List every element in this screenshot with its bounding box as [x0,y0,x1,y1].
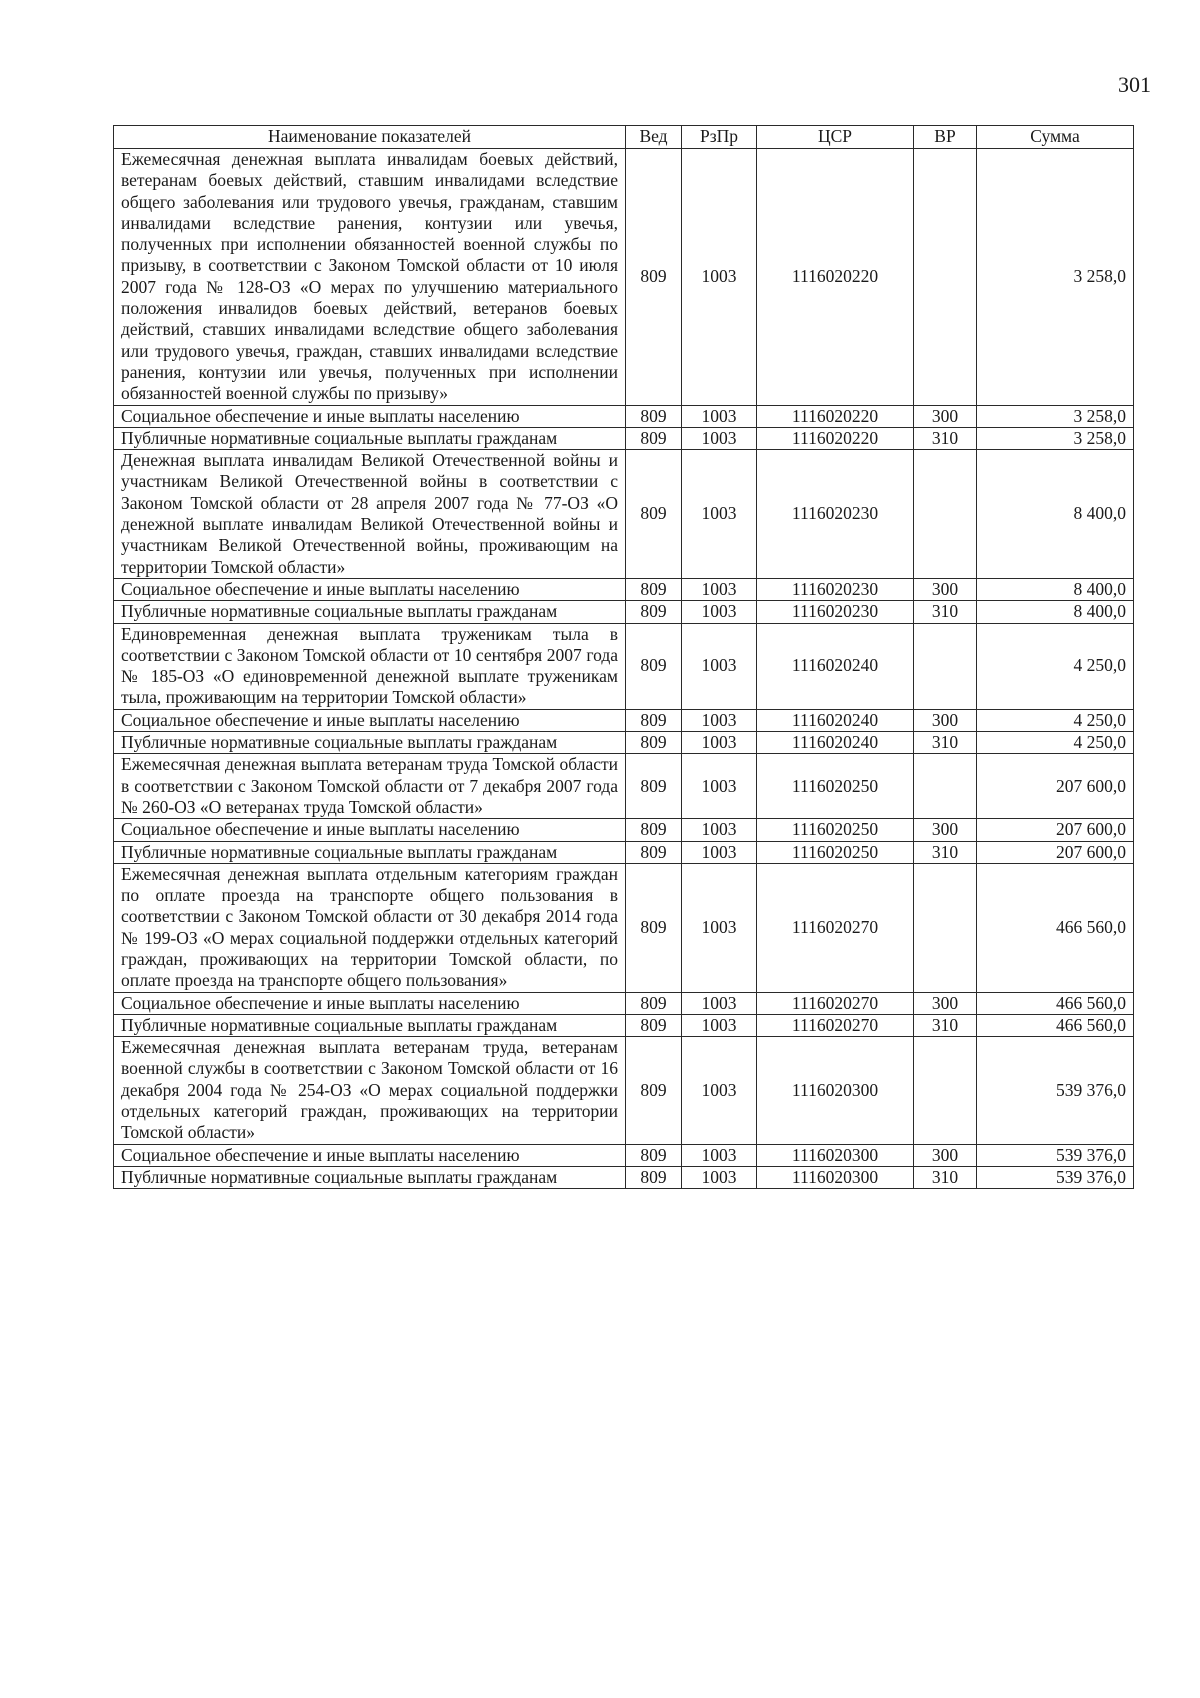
cell-sum: 8 400,0 [977,450,1134,579]
table-body [114,149,1134,1189]
cell-csr: 1116020220 [757,427,914,449]
table-header-row [114,126,1134,149]
cell-name: Ежемесячная денежная выплата отдельным категориям граждан по оплате проезда на транспорте общего пользования в соответствии с Законом Томской области от 30 декабря 2014 года № 199-ОЗ «О мерах социальной поддержки отдельных категорий граждан, проживающих на территории Томской области, по оплате проезда на транспорте общего пользования» [114,863,626,992]
cell-rzpr: 1003 [682,1037,757,1144]
cell-name: Публичные нормативные социальные выплаты гражданам [114,601,626,623]
table-row [114,623,1134,709]
cell-ved: 809 [626,1014,682,1036]
cell-csr: 1116020230 [757,578,914,600]
cell-vr [914,149,977,406]
cell-ved: 809 [626,149,682,406]
cell-sum: 4 250,0 [977,623,1134,709]
cell-rzpr: 1003 [682,992,757,1014]
header-vr: ВР [914,126,977,149]
cell-name: Публичные нормативные социальные выплаты гражданам [114,732,626,754]
cell-vr [914,1037,977,1144]
cell-ved: 809 [626,427,682,449]
cell-name: Публичные нормативные социальные выплаты гражданам [114,427,626,449]
cell-sum: 3 258,0 [977,405,1134,427]
cell-name: Ежемесячная денежная выплата ветеранам труда, ветеранам военной службы в соответствии с Законом Томской области от 16 декабря 2004 года № 254-ОЗ «О мерах социальной поддержки отдельных категорий граждан, проживающих на территории Томской области» [114,1037,626,1144]
cell-ved: 809 [626,1037,682,1144]
table-row [114,1014,1134,1036]
cell-csr: 1116020300 [757,1166,914,1188]
header-ved: Вед [626,126,682,149]
cell-name: Единовременная денежная выплата труженикам тыла в соответствии с Законом Томской области от 10 сентября 2007 года № 185-ОЗ «О единовременной денежной выплате труженикам тыла, проживающим на территории Томской области» [114,623,626,709]
cell-csr: 1116020300 [757,1037,914,1144]
cell-sum: 466 560,0 [977,863,1134,992]
cell-ved: 809 [626,841,682,863]
cell-rzpr: 1003 [682,601,757,623]
cell-vr: 310 [914,841,977,863]
cell-csr: 1116020230 [757,450,914,579]
cell-ved: 809 [626,732,682,754]
budget-table [113,125,1134,1189]
cell-sum: 466 560,0 [977,992,1134,1014]
table-row [114,863,1134,992]
cell-vr: 300 [914,405,977,427]
cell-rzpr: 1003 [682,427,757,449]
cell-ved: 809 [626,1166,682,1188]
table-row [114,450,1134,579]
cell-ved: 809 [626,992,682,1014]
cell-ved: 809 [626,1144,682,1166]
cell-sum: 4 250,0 [977,709,1134,731]
cell-sum: 207 600,0 [977,754,1134,819]
cell-vr [914,450,977,579]
cell-sum: 3 258,0 [977,149,1134,406]
cell-ved: 809 [626,709,682,731]
cell-name: Ежемесячная денежная выплата ветеранам труда Томской области в соответствии с Законом Томской области от 7 декабря 2007 года № 260-ОЗ «О ветеранах труда Томской области» [114,754,626,819]
cell-vr: 300 [914,992,977,1014]
cell-rzpr: 1003 [682,450,757,579]
table-row [114,1144,1134,1166]
cell-name: Публичные нормативные социальные выплаты гражданам [114,1166,626,1188]
cell-sum: 4 250,0 [977,732,1134,754]
table-row [114,819,1134,841]
cell-csr: 1116020250 [757,754,914,819]
cell-csr: 1116020270 [757,992,914,1014]
cell-vr: 310 [914,1014,977,1036]
cell-rzpr: 1003 [682,1014,757,1036]
table-row [114,427,1134,449]
table-row [114,709,1134,731]
cell-csr: 1116020220 [757,405,914,427]
cell-csr: 1116020300 [757,1144,914,1166]
cell-csr: 1116020250 [757,841,914,863]
cell-name: Публичные нормативные социальные выплаты гражданам [114,1014,626,1036]
cell-sum: 207 600,0 [977,841,1134,863]
cell-sum: 539 376,0 [977,1037,1134,1144]
cell-ved: 809 [626,601,682,623]
cell-sum: 8 400,0 [977,578,1134,600]
cell-name: Социальное обеспечение и иные выплаты населению [114,992,626,1014]
cell-sum: 539 376,0 [977,1144,1134,1166]
cell-vr: 310 [914,601,977,623]
cell-vr: 300 [914,1144,977,1166]
cell-csr: 1116020270 [757,1014,914,1036]
cell-vr: 300 [914,578,977,600]
table-row [114,578,1134,600]
table-row [114,405,1134,427]
header-sum: Сумма [977,126,1134,149]
table-row [114,754,1134,819]
cell-rzpr: 1003 [682,863,757,992]
table-row [114,1037,1134,1144]
table-row [114,601,1134,623]
cell-csr: 1116020230 [757,601,914,623]
cell-name: Социальное обеспечение и иные выплаты населению [114,578,626,600]
header-name: Наименование показателей [114,126,626,149]
cell-sum: 539 376,0 [977,1166,1134,1188]
cell-rzpr: 1003 [682,841,757,863]
cell-csr: 1116020240 [757,623,914,709]
cell-ved: 809 [626,819,682,841]
cell-rzpr: 1003 [682,754,757,819]
cell-ved: 809 [626,578,682,600]
cell-name: Социальное обеспечение и иные выплаты населению [114,1144,626,1166]
cell-rzpr: 1003 [682,819,757,841]
cell-name: Ежемесячная денежная выплата инвалидам боевых действий, ветеранам боевых действий, ставшим инвалидами вследствие общего заболевания или трудового увечья, гражданам, ставшим инвалидами вследствие ранения, контузии или увечья, полученных при исполнении обязанностей военной службы по призыву, в соответствии с Законом Томской области от 10 июля 2007 года № 128-ОЗ «О мерах по улучшению материального положения инвалидов боевых действий, ветеранов боевых действий, ставших инвалидами вследствие общего заболевания или трудового увечья, граждан, ставших инвалидами вследствие ранения, контузии или увечья, полученных при исполнении обязанностей военной службы по призыву» [114,149,626,406]
cell-vr [914,623,977,709]
cell-rzpr: 1003 [682,1144,757,1166]
cell-csr: 1116020240 [757,732,914,754]
table-row [114,841,1134,863]
cell-name: Социальное обеспечение и иные выплаты населению [114,405,626,427]
header-csr: ЦСР [757,126,914,149]
cell-ved: 809 [626,450,682,579]
cell-csr: 1116020250 [757,819,914,841]
header-rzpr: РзПр [682,126,757,149]
cell-vr: 300 [914,709,977,731]
cell-vr [914,863,977,992]
cell-ved: 809 [626,754,682,819]
cell-sum: 3 258,0 [977,427,1134,449]
cell-rzpr: 1003 [682,578,757,600]
table-row [114,732,1134,754]
cell-sum: 8 400,0 [977,601,1134,623]
cell-vr: 310 [914,732,977,754]
cell-ved: 809 [626,405,682,427]
cell-vr [914,754,977,819]
cell-rzpr: 1003 [682,149,757,406]
cell-csr: 1116020220 [757,149,914,406]
cell-name: Денежная выплата инвалидам Великой Отечественной войны и участникам Великой Отечественной войны в соответствии с Законом Томской области от 28 апреля 2007 года № 77-ОЗ «О денежной выплате инвалидам Великой Отечественной войны и участникам Великой Отечественной войны, проживающим на территории Томской области» [114,450,626,579]
cell-ved: 809 [626,863,682,992]
cell-rzpr: 1003 [682,623,757,709]
cell-rzpr: 1003 [682,709,757,731]
cell-name: Социальное обеспечение и иные выплаты населению [114,709,626,731]
cell-csr: 1116020240 [757,709,914,731]
cell-rzpr: 1003 [682,405,757,427]
cell-vr: 310 [914,427,977,449]
table-row [114,992,1134,1014]
cell-sum: 466 560,0 [977,1014,1134,1036]
cell-rzpr: 1003 [682,732,757,754]
cell-name: Публичные нормативные социальные выплаты гражданам [114,841,626,863]
cell-name: Социальное обеспечение и иные выплаты населению [114,819,626,841]
cell-rzpr: 1003 [682,1166,757,1188]
cell-vr: 310 [914,1166,977,1188]
cell-ved: 809 [626,623,682,709]
cell-sum: 207 600,0 [977,819,1134,841]
table-row [114,1166,1134,1188]
cell-vr: 300 [914,819,977,841]
cell-csr: 1116020270 [757,863,914,992]
table-row [114,149,1134,406]
page-number: 301 [1118,72,1151,97]
